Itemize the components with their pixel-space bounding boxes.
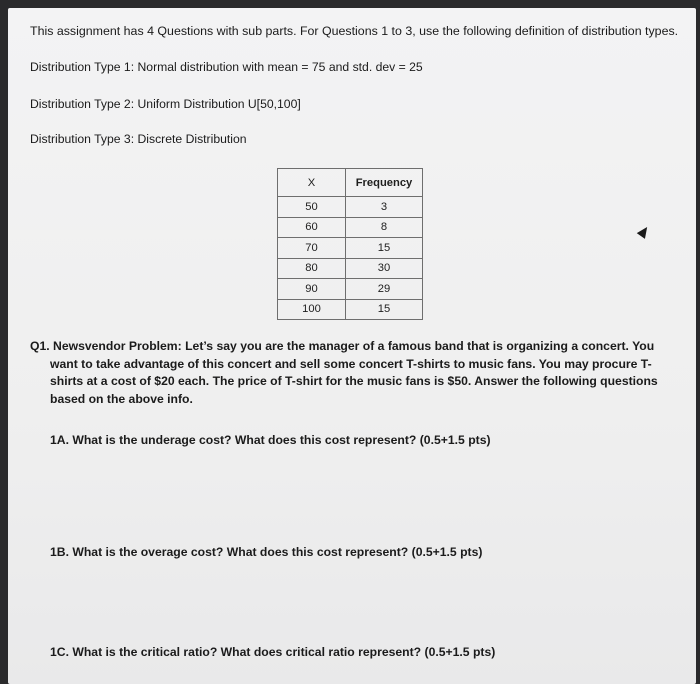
- question-1b: 1B. What is the overage cost? What does this cost represent? (0.5+1.5 pts): [50, 545, 483, 559]
- cell-frequency: 3: [346, 197, 423, 218]
- cell-x: 50: [278, 197, 346, 218]
- mouse-cursor-icon: [637, 224, 652, 239]
- document-page: [8, 8, 696, 684]
- cell-frequency: 15: [346, 238, 423, 259]
- table-header-row: [278, 169, 423, 197]
- cell-x: 100: [278, 299, 346, 320]
- distribution-type-2: Distribution Type 2: Uniform Distribution U[50,100]: [30, 97, 301, 111]
- question-1-text: [30, 338, 666, 408]
- question-1c: 1C. What is the critical ratio? What does critical ratio represent? (0.5+1.5 pts): [50, 645, 496, 659]
- question-1-body: Q1. Newsvendor Problem: Let’s say you are the manager of a famous band that is organizing a concert. You want to take advantage of this concert and sell some concert T-shirts to music fans. You may procure T-shirts at a cost of $20 each. The price of T-shirt for the music fans is $50. Answer the following questions based on the above info.: [30, 339, 658, 406]
- cell-x: 60: [278, 217, 346, 238]
- table-row: [278, 217, 423, 238]
- distribution-type-1: Distribution Type 1: Normal distribution with mean = 75 and std. dev = 25: [30, 60, 423, 74]
- cell-frequency: 8: [346, 217, 423, 238]
- cell-x: 80: [278, 258, 346, 279]
- question-1a: 1A. What is the underage cost? What does this cost represent? (0.5+1.5 pts): [50, 433, 491, 447]
- cell-x: 90: [278, 279, 346, 300]
- table-row: [278, 238, 423, 259]
- frequency-table: [277, 168, 423, 320]
- cell-frequency: 29: [346, 279, 423, 300]
- header-x: X: [278, 169, 346, 197]
- table-row: [278, 279, 423, 300]
- header-frequency: Frequency: [346, 169, 423, 197]
- assignment-intro: This assignment has 4 Questions with sub parts. For Questions 1 to 3, use the following definition of distribution types.: [30, 24, 679, 38]
- table-row: [278, 197, 423, 218]
- cell-x: 70: [278, 238, 346, 259]
- distribution-type-3: Distribution Type 3: Discrete Distribution: [30, 132, 247, 146]
- table-row: [278, 258, 423, 279]
- cell-frequency: 30: [346, 258, 423, 279]
- table-row: [278, 299, 423, 320]
- cell-frequency: 15: [346, 299, 423, 320]
